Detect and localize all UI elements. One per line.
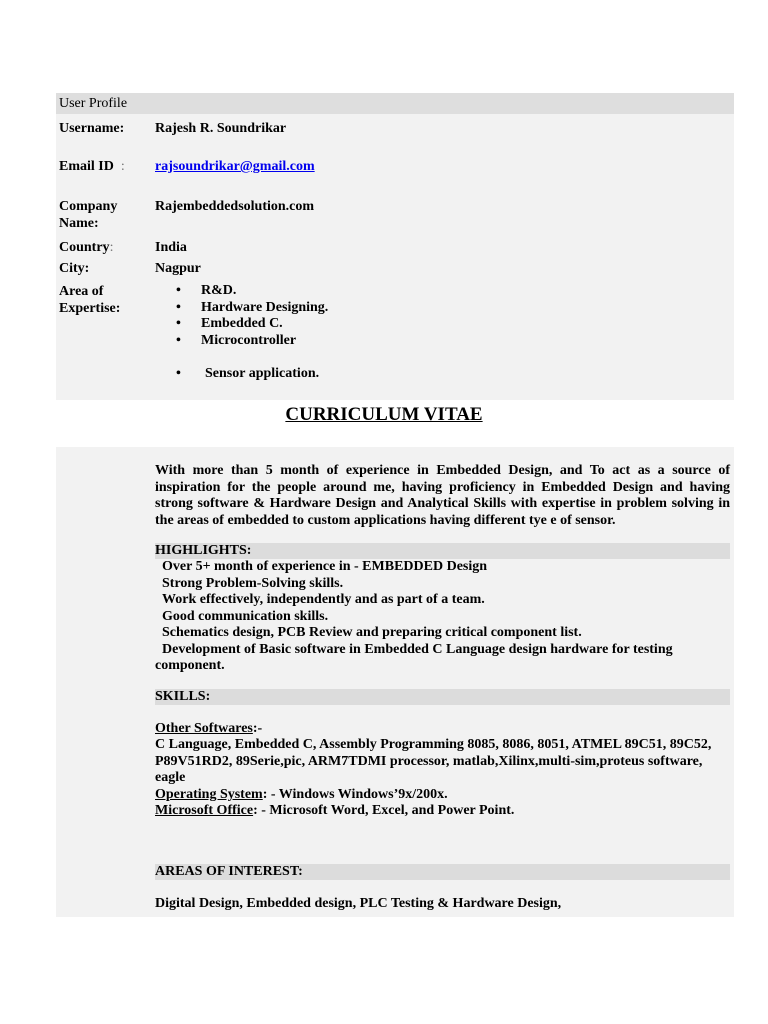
interest-value: Digital Design, Embedded design, PLC Testing & Hardware Design, bbox=[155, 895, 562, 911]
country-label: Country: bbox=[59, 240, 114, 255]
highlights-list bbox=[155, 559, 730, 675]
username-email-row bbox=[56, 114, 734, 193]
cv-title: CURRICULUM VITAE bbox=[285, 404, 483, 425]
country-row bbox=[56, 236, 734, 258]
username-label: Username: bbox=[59, 121, 125, 136]
highlights-heading: HIGHLIGHTS: bbox=[155, 543, 730, 559]
expertise-item: • R&D. bbox=[155, 283, 715, 300]
company-label: Company Name: bbox=[59, 199, 118, 231]
city-label: City: bbox=[59, 261, 90, 276]
expertise-list bbox=[155, 283, 715, 383]
expertise-item: • Hardware Designing. bbox=[155, 300, 715, 317]
expertise-label: Area of Expertise: bbox=[59, 284, 121, 316]
operating-system-line: Operating System: - Windows Windows’9x/200x. bbox=[155, 786, 448, 802]
skills-heading: SKILLS: bbox=[155, 689, 730, 705]
expertise-row bbox=[56, 279, 734, 400]
highlight-item: Work effectively, independently and as part of a team. bbox=[162, 592, 485, 607]
highlight-item: Schematics design, PCB Review and preparing critical component list. bbox=[162, 625, 582, 640]
cv-body bbox=[155, 463, 730, 912]
expertise-list-wrap bbox=[155, 283, 715, 383]
other-softwares-label: Other Softwares bbox=[155, 720, 253, 736]
country-value: India bbox=[155, 240, 187, 255]
other-softwares-value: C Language, Embedded C, Assembly Programming 8085, 8086, 8051, ATMEL 89C51, 89C52, P89V51RD2, 89Serie,pic, ARM7TDMI processor, matlab,Xilinx,multi-sim,proteus software, eagle bbox=[155, 737, 712, 785]
highlight-item: Strong Problem-Solving skills. bbox=[162, 575, 344, 591]
microsoft-office-line: Microsoft Office: - Microsoft Word, Excel, and Power Point. bbox=[155, 803, 515, 818]
interest-heading: AREAS OF INTEREST: bbox=[155, 864, 730, 880]
expertise-item: • Microcontroller bbox=[155, 333, 715, 350]
city-value: Nagpur bbox=[155, 261, 201, 276]
other-softwares-block: Other Softwares:- bbox=[155, 720, 263, 736]
email-label: Email ID : bbox=[59, 159, 125, 174]
profile-header-row bbox=[56, 93, 734, 114]
cv-panel bbox=[56, 447, 734, 917]
city-row bbox=[56, 258, 734, 279]
highlight-item: Good communication skills. bbox=[162, 608, 329, 624]
email-separator: : bbox=[120, 159, 125, 174]
company-value: Rajembeddedsolution.com bbox=[155, 199, 315, 214]
profile-header: User Profile bbox=[59, 96, 128, 111]
company-row bbox=[56, 193, 734, 236]
summary-paragraph: With more than 5 month of experience in Embedded Design, and To act as a source of inspiration for the people around me, having proficiency in Embedded Design and having strong software & Hardware Design and Analytical Skills with expertise in problem solving in the areas of embedded to custom applications having different tye e of sensor. bbox=[155, 463, 730, 528]
highlight-item: Over 5+ month of experience in - EMBEDDED Design bbox=[162, 559, 488, 574]
highlight-item: Development of Basic software in Embedded C Language design hardware for testing component. bbox=[155, 641, 673, 673]
username-value: Rajesh R. Soundrikar bbox=[155, 121, 287, 136]
email-link[interactable]: rajsoundrikar@gmail.com bbox=[155, 159, 315, 174]
expertise-item: • Sensor application. bbox=[155, 366, 715, 383]
expertise-item: • Embedded C. bbox=[155, 316, 715, 333]
